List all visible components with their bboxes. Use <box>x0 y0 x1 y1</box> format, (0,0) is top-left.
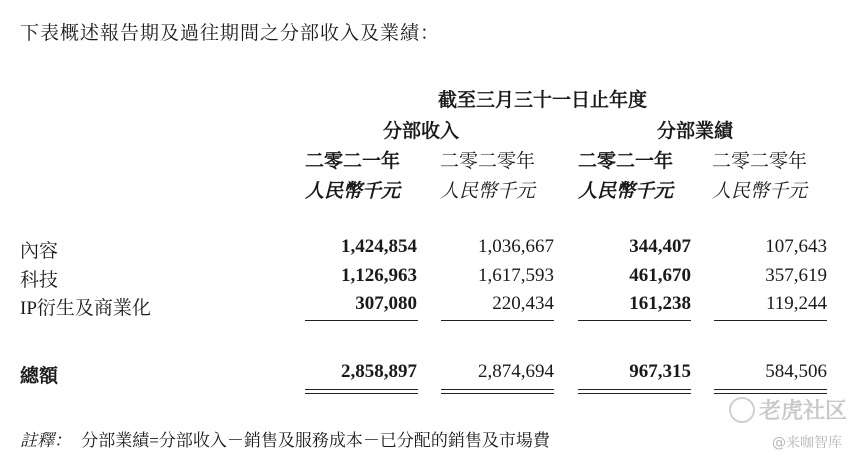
row-label-technology: 科技 <box>20 270 59 291</box>
total-double-rule <box>441 393 554 394</box>
total-label: 總額 <box>20 366 59 387</box>
total-cell: 967,315 <box>629 361 691 382</box>
total-cell: 584,506 <box>765 361 827 382</box>
footnote <box>20 426 550 451</box>
subtotal-rule <box>305 320 418 321</box>
subtotal-rule <box>441 320 554 321</box>
year-header-4: 二零二零年 <box>712 151 808 172</box>
year-header-2: 二零二零年 <box>440 151 536 172</box>
year-header-3: 二零二一年 <box>578 151 674 172</box>
unit-header-4: 人民幣千元 <box>712 181 808 202</box>
cell: 461,670 <box>629 265 691 286</box>
total-cell: 2,874,694 <box>478 361 554 382</box>
cell: 1,617,593 <box>478 265 554 286</box>
row-label-content: 內容 <box>20 241 59 262</box>
row-label-ip: IP衍生及商業化 <box>20 298 151 319</box>
total-double-rule <box>305 393 418 394</box>
total-double-rule <box>578 389 691 390</box>
cell: 161,238 <box>629 293 691 314</box>
total-double-rule <box>305 389 418 390</box>
unit-header-2: 人民幣千元 <box>440 181 536 202</box>
cell: 107,643 <box>765 236 827 257</box>
cell: 1,424,854 <box>341 236 417 257</box>
tiger-logo-icon <box>729 397 755 423</box>
subtotal-rule <box>714 320 827 321</box>
footnote-text: 分部業績=分部收入－銷售及服務成本－已分配的銷售及市場費 <box>81 431 550 450</box>
group-header-revenue: 分部收入 <box>383 121 460 142</box>
footnote-prefix: 註釋： <box>20 431 71 450</box>
watermark-handle: @来咖智库 <box>772 435 842 451</box>
period-header: 截至三月三十一日止年度 <box>438 90 648 111</box>
total-double-rule <box>578 393 691 394</box>
group-header-results: 分部業績 <box>657 121 734 142</box>
total-double-rule <box>441 389 554 390</box>
unit-header-3: 人民幣千元 <box>578 181 674 202</box>
cell: 357,619 <box>765 265 827 286</box>
intro-text: 下表概述報告期及過往期間之分部收入及業績： <box>20 23 441 44</box>
cell: 1,036,667 <box>478 236 554 257</box>
cell: 1,126,963 <box>341 265 417 286</box>
cell: 307,080 <box>355 293 417 314</box>
total-cell: 2,858,897 <box>341 361 417 382</box>
cell: 344,407 <box>629 236 691 257</box>
total-double-rule <box>714 389 827 390</box>
unit-header-1: 人民幣千元 <box>305 181 401 202</box>
cell: 220,434 <box>492 293 554 314</box>
cell: 119,244 <box>765 293 827 314</box>
watermark-brand: 老虎社区 <box>759 399 848 424</box>
subtotal-rule <box>578 320 691 321</box>
year-header-1: 二零二一年 <box>305 151 401 172</box>
